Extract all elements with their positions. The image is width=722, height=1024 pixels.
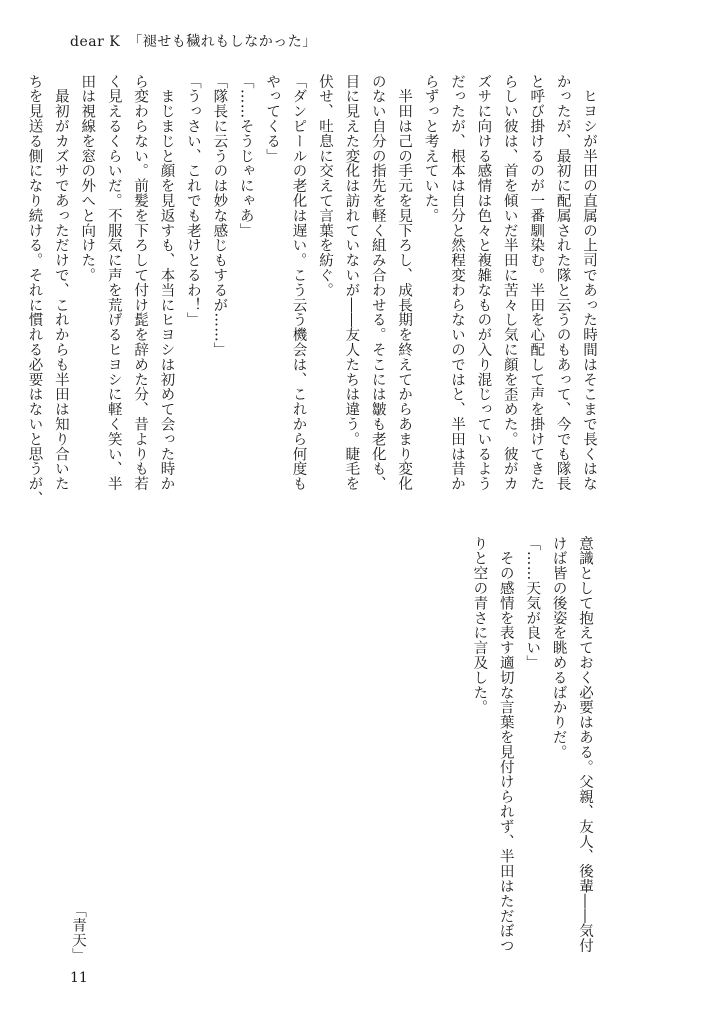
text-line: 「……そうじゃにゃあ」 [237, 74, 254, 238]
text-line: ヒヨシが半田の直属の上司であった時間はそこまで長くはな [581, 74, 597, 492]
text-line: ら変わらない。前髪を下ろして付け髭を辞めた分、昔よりも若 [132, 74, 149, 492]
page-number: 11 [70, 970, 88, 986]
body-text-upper [21, 74, 602, 506]
text-line: 目に見えた変化は訪れていないが――友人たちは違う。睫毛を [343, 74, 360, 492]
text-line: 最初がカズサであっただけで、これからも半田は知り合いた [52, 74, 69, 492]
text-line: その感情を表す適切な言葉を見付けられず、半田はただぼつ [497, 536, 514, 954]
book-title: 「青天」 [70, 903, 86, 963]
text-line: 伏せ、吐息に交えて言葉を紡ぐ。 [316, 74, 333, 298]
text-line: だったが、根本は自分と然程変わらないのではと、半田は昔か [448, 74, 465, 492]
text-line: りと空の青さに言及した。 [471, 536, 488, 715]
running-header [70, 31, 317, 51]
text-line: く見えるくらいだ。不服気に声を荒げるヒヨシに軽く笑い、半 [105, 74, 122, 492]
text-line: 「……天気が良い」 [524, 536, 541, 671]
text-line: 半田は己の手元を見下ろし、成長期を終えてからあまり変化 [396, 74, 413, 492]
text-line: 「ダンピールの老化は遅い。こう云う機会は、これから何度も [290, 74, 307, 492]
text-line: 「隊長に云うのは妙な感じもするが……」 [211, 74, 228, 358]
text-line: 「うっさい、これでも老けとるわ！」 [184, 74, 201, 328]
text-line: まじまじと顔を見返すも、本当にヒヨシは初めて会った時か [158, 74, 175, 492]
text-line: と呼び掛けるのが一番馴染む。半田を心配して声を掛けてきた [528, 74, 545, 492]
text-line: かったが、最初に配属された隊と云うのもあって、今でも隊長 [554, 74, 571, 492]
text-line: らしい彼は、首を傾いだ半田に苦々し気に顔を歪めた。彼がカ [501, 74, 518, 492]
text-line: ちを見送る側になり続ける。それに慣れる必要はないと思うが、 [26, 74, 43, 507]
body-text-lower [466, 536, 598, 956]
running-title: dear K [70, 34, 121, 50]
text-line: 意識として抱えておく必要はある。父親、友人、後輩――気付 [577, 536, 593, 954]
text-line: らずっと考えていた。 [422, 74, 439, 223]
text-line: けば皆の後姿を眺めるばかりだ。 [550, 536, 567, 760]
text-line: のない自分の指先を軽く組み合わせる。そこには皺も老化も、 [369, 74, 386, 492]
text-line: ズサに向ける感情は色々と複雑なものが入り混じっているよう [475, 74, 492, 492]
text-line: やってくる」 [264, 74, 281, 164]
chapter-title: 「褪せも穢れもしなかった」 [128, 34, 317, 50]
text-line: 田は視線を窓の外へと向けた。 [79, 74, 96, 283]
